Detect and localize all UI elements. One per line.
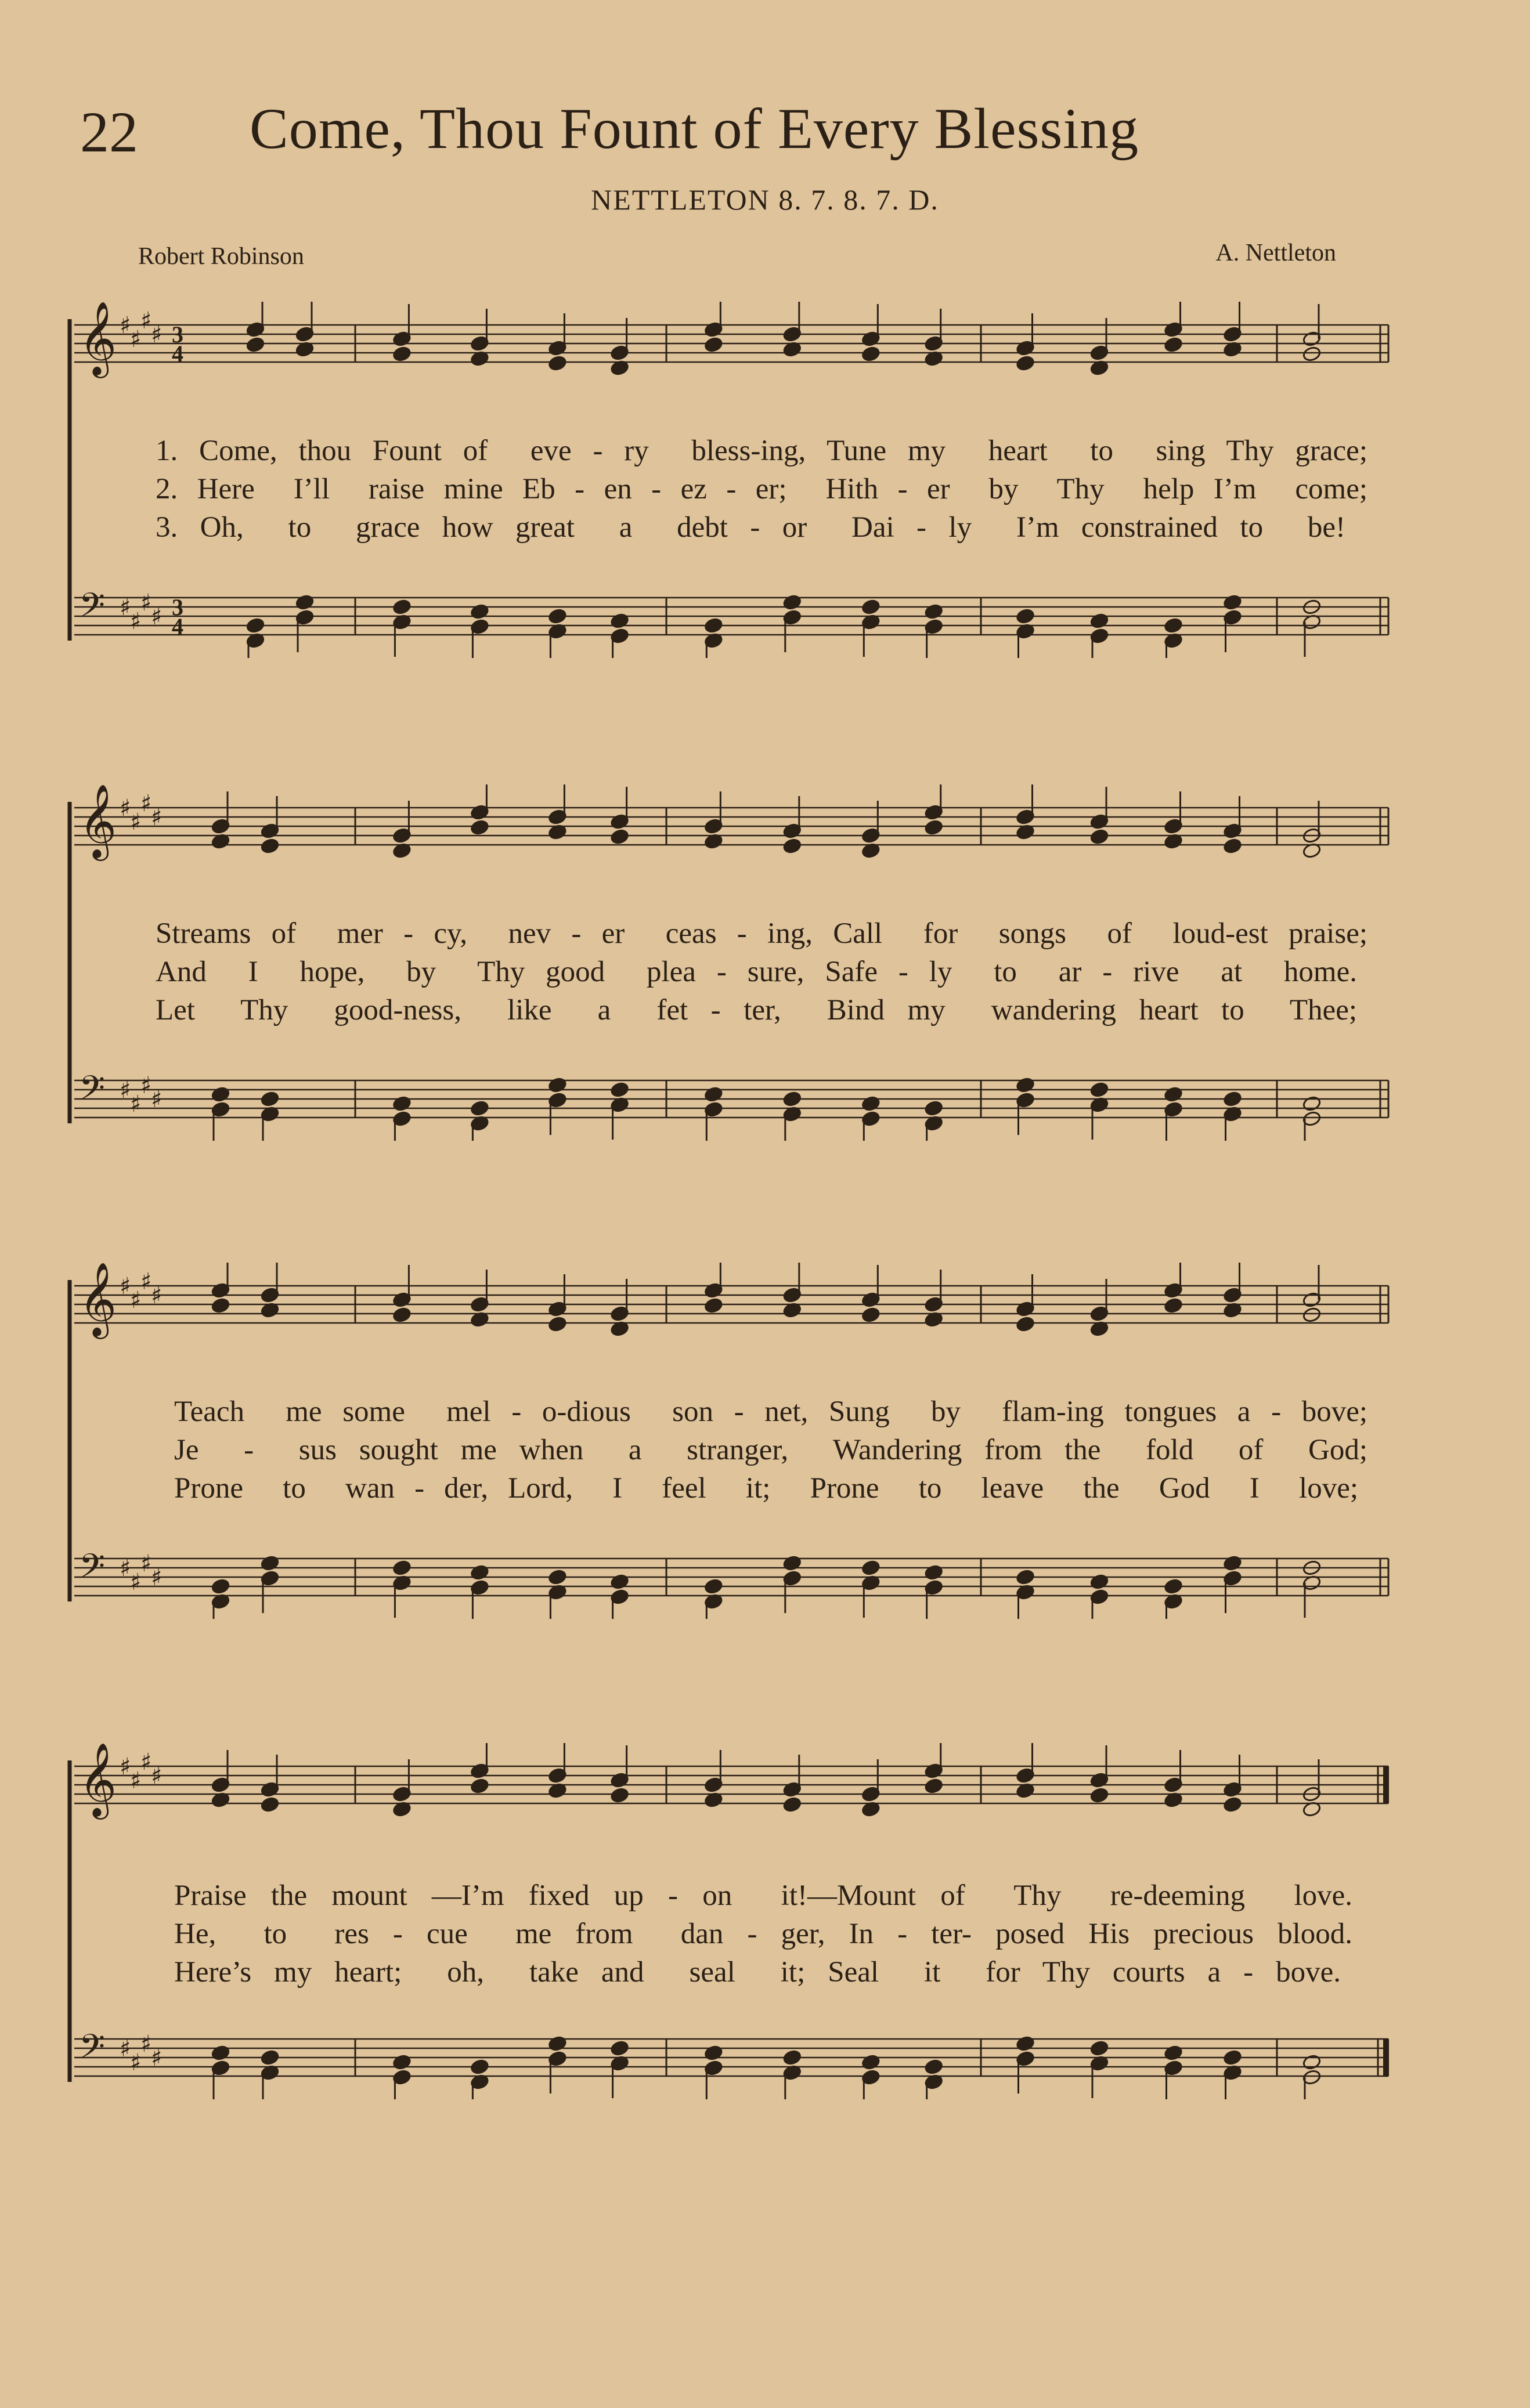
note-icon [861,2054,881,2099]
note-icon [548,1274,567,1332]
hymn-title: Come, Thou Fount of Every Blessing [250,96,1139,161]
note-icon [1089,2040,1109,2098]
note-icon [924,2059,943,2099]
time-signature-bottom: 4 [172,613,183,639]
note-icon [1223,2049,1242,2099]
note-icon [704,791,723,849]
note-icon [392,1759,412,1817]
note-icon [924,1564,943,1619]
sharp-icon: ♯ [140,308,152,334]
note-icon [1164,791,1183,849]
note-icon [1223,1263,1242,1318]
note-icon [861,801,881,859]
note-icon [924,784,943,836]
note-icon [1302,1759,1321,1817]
note-icon [1016,608,1035,658]
sharp-icon: ♯ [151,2045,163,2071]
note-icon [260,1091,279,1141]
note-icon [295,594,314,652]
note-icon [548,608,567,658]
note-icon [1164,302,1183,353]
note-icon [548,313,567,371]
note-icon [211,1086,230,1141]
sharp-icon: ♯ [140,1550,152,1577]
treble-clef-icon: 𝄞 [79,302,117,375]
sharp-icon: ♯ [130,1287,142,1314]
treble-clef-icon: 𝄞 [79,1743,117,1816]
note-icon [861,599,881,657]
sharp-icon: ♯ [130,326,142,353]
lyric-line: And I hope, by Thy good plea - sure, Safe - ly to ar - rive at home. [156,956,1357,988]
sharp-icon: ♯ [120,2035,131,2062]
note-icon [610,318,629,376]
note-icon [782,1555,802,1613]
sharp-icon: ♯ [120,1753,131,1780]
bass-clef-icon: 𝄢 [79,2027,106,2074]
note-icon [392,1095,412,1141]
note-icon [610,1574,629,1619]
time-signature-bottom: 4 [172,341,183,367]
sharp-icon: ♯ [140,1268,152,1295]
note-icon [1089,787,1109,845]
sharp-icon: ♯ [140,790,152,817]
sharp-icon: ♯ [120,1077,131,1104]
note-icon [1016,1569,1035,1619]
sharp-icon: ♯ [130,1091,142,1118]
lyric-line: Teach me some mel - o-dious son - net, Sung by flam-ing tongues a - bove; [174,1395,1367,1428]
note-icon [392,599,412,657]
note-icon [470,603,489,658]
sharp-icon: ♯ [151,1282,163,1309]
note-icon [211,1578,230,1619]
note-icon [548,1569,567,1619]
note-icon [392,1560,412,1618]
note-icon [610,1279,629,1337]
lyric-line: Prone to wan - der, Lord, I feel it; Prone to leave the God I love; [174,1472,1358,1505]
sharp-icon: ♯ [140,2031,152,2058]
note-icon [1089,318,1109,376]
note-icon [924,603,943,658]
sharp-icon: ♯ [120,312,131,339]
note-icon [861,1265,881,1323]
lyric-line: Je - sus sought me when a stranger, Wandering from the fold of God; [174,1434,1367,1466]
sharp-icon: ♯ [120,594,131,621]
note-icon [470,1100,489,1141]
note-icon [610,1745,629,1803]
note-icon [260,2049,279,2099]
note-icon [1223,796,1242,854]
note-icon [924,1100,943,1141]
note-icon [861,304,881,362]
note-icon [548,1743,567,1799]
note-icon [861,1759,881,1817]
note-icon [704,1086,723,1141]
note-icon [392,1265,412,1323]
note-icon [704,2045,723,2099]
note-icon [704,617,723,658]
note-icon [1164,1086,1183,1141]
note-icon [1016,784,1035,840]
note-icon [246,302,265,353]
bass-clef-icon: 𝄢 [79,1546,106,1594]
note-icon [782,594,802,652]
note-icon [211,2045,230,2099]
note-icon [782,1755,802,1813]
sharp-icon: ♯ [120,1555,131,1582]
note-icon [295,302,314,357]
sharp-icon: ♯ [151,603,163,630]
sharp-icon: ♯ [130,1569,142,1596]
composer-credit: A. Nettleton [1215,240,1336,266]
hymn-number: 22 [80,100,138,164]
note-icon [470,784,489,836]
sharp-icon: ♯ [130,809,142,836]
note-icon [782,1091,802,1141]
note-icon [1164,1263,1183,1314]
note-icon [1089,613,1109,658]
note-icon [1223,1555,1242,1613]
lyric-line: Here’s my heart; oh, take and seal it; Seal it for Thy courts a - bove. [174,1956,1341,1988]
lyric-line: Praise the mount —I’m fixed up - on it!—Mount of Thy re-deeming love. [174,1879,1352,1912]
note-icon [1164,1578,1183,1619]
sharp-icon: ♯ [130,1767,142,1794]
note-icon [1223,302,1242,357]
note-icon [211,1263,230,1314]
note-icon [392,304,412,362]
treble-clef-icon: 𝄞 [79,1263,117,1336]
note-icon [1089,1279,1109,1337]
author-credit: Robert Robinson [138,243,304,270]
note-icon [1164,2045,1183,2099]
note-icon [246,617,265,658]
note-icon [704,1578,723,1619]
lyric-line: 1. Come, thou Fount of eve - ry bless-ing, Tune my heart to sing Thy grace; [156,435,1367,467]
lyric-line: 2. Here I’ll raise mine Eb - en - ez - er; Hith - er by Thy help I’m come; [156,473,1367,505]
sharp-icon: ♯ [140,1749,152,1776]
sharp-icon: ♯ [151,1086,163,1113]
note-icon [1223,1755,1242,1813]
note-icon [260,1555,279,1613]
note-icon [1016,2035,1035,2094]
treble-clef-icon: 𝄞 [79,784,117,858]
note-icon [704,302,723,353]
sharp-icon: ♯ [151,1564,163,1591]
note-icon [1089,1082,1109,1140]
sharp-icon: ♯ [140,590,152,616]
note-icon [782,302,802,357]
note-icon [704,1750,723,1808]
sharp-icon: ♯ [130,2049,142,2076]
tune-name-meter: NETTLETON 8. 7. 8. 7. D. [591,183,939,216]
note-icon [211,791,230,849]
note-icon [470,1564,489,1619]
note-icon [1016,1077,1035,1135]
note-icon [1089,1574,1109,1619]
lyric-line: 3. Oh, to grace how great a debt - or Dai - ly I’m constrained to be! [156,511,1345,544]
note-icon [1302,801,1321,859]
note-icon [610,2040,629,2098]
note-icon [260,1755,279,1813]
sharp-icon: ♯ [151,1763,163,1789]
note-icon [392,801,412,859]
note-icon [470,1270,489,1328]
note-icon [861,1560,881,1618]
note-icon [1016,1743,1035,1799]
note-icon [782,2049,802,2099]
sharp-icon: ♯ [120,1273,131,1300]
sharp-icon: ♯ [120,795,131,822]
note-icon [1016,1274,1035,1332]
note-icon [470,1743,489,1794]
note-icon [211,1750,230,1808]
note-icon [1089,1745,1109,1803]
note-icon [924,1743,943,1794]
note-icon [548,1077,567,1135]
note-icon [1223,1091,1242,1141]
note-icon [1164,617,1183,658]
note-icon [704,1263,723,1314]
note-icon [392,2054,412,2099]
note-icon [260,796,279,854]
bass-clef-icon: 𝄢 [79,1068,106,1116]
sharp-icon: ♯ [130,608,142,635]
time-signature-top: 3 [172,321,183,348]
note-icon [548,784,567,840]
note-icon [924,309,943,367]
note-icon [782,796,802,854]
note-icon [782,1263,802,1318]
note-icon [470,309,489,367]
sharp-icon: ♯ [151,804,163,831]
sharp-icon: ♯ [151,321,163,348]
bass-clef-icon: 𝄢 [79,585,106,633]
note-icon [610,787,629,845]
note-icon [1016,313,1035,371]
note-icon [548,2035,567,2094]
note-icon [1164,1750,1183,1808]
note-icon [260,1263,279,1318]
lyric-line: He, to res - cue me from dan - ger, In - ter- posed His precious blood. [174,1918,1352,1950]
sharp-icon: ♯ [140,1072,152,1099]
note-icon [1223,594,1242,652]
time-signature-top: 3 [172,594,183,620]
lyric-line: Streams of mer - cy, nev - er ceas - ing, Call for songs of loud-est praise; [156,917,1367,950]
note-icon [924,1270,943,1328]
note-icon [610,1082,629,1140]
note-icon [610,613,629,658]
note-icon [470,2059,489,2099]
lyric-line: Let Thy good-ness, like a fet - ter, Bind my wandering heart to Thee; [156,994,1357,1026]
note-icon [861,1095,881,1141]
